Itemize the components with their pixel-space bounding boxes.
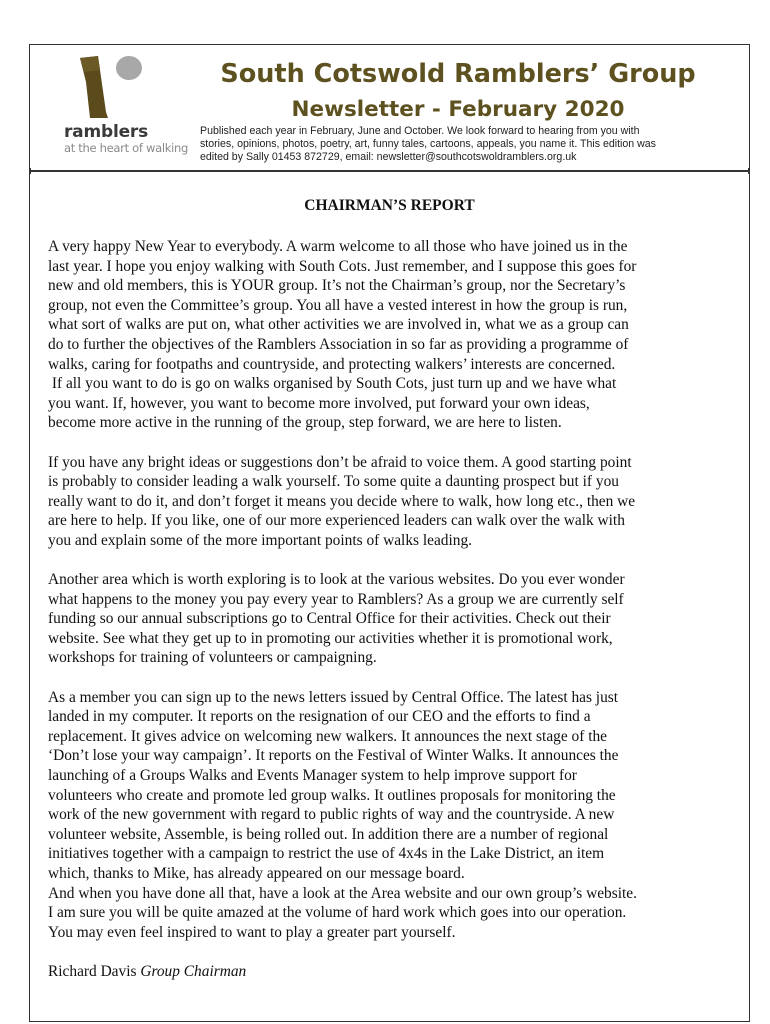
text-line: work of the new government with regard to public rights of way and the countryside. A new bbox=[48, 806, 615, 824]
text-line: group, not even the Committee’s group. You all have a vested interest in how the group is run, bbox=[48, 296, 628, 314]
text-line: what sort of walks are put on, what other activities we are involved in, what we as a group can bbox=[48, 316, 629, 334]
text-line: is probably to consider leading a walk yourself. To some quite a daunting prospect but if you bbox=[48, 473, 619, 491]
text-line: ‘Don’t lose your way campaign’. It reports on the Festival of Winter Walks. It announces the bbox=[48, 747, 619, 765]
text-line: website. See what they get up to in promoting our activities whether it is promotional work, bbox=[48, 629, 613, 647]
text-line: which, thanks to Mike, has already appeared on our message board. bbox=[48, 865, 465, 882]
report-heading: CHAIRMAN’S REPORT bbox=[304, 197, 475, 214]
text-line: you and explain some of the more important points of walks leading. bbox=[48, 531, 473, 549]
text-line: funding so our annual subscriptions go to Central Office for their activities. Check out their bbox=[48, 610, 611, 628]
text-line: I am sure you will be quite amazed at the volume of hard work which goes into our operation. bbox=[48, 904, 627, 922]
text-line: You may even feel inspired to want to play a greater part yourself. bbox=[48, 923, 456, 941]
newsletter-intro bbox=[200, 125, 730, 164]
text-line: landed in my computer. It reports on the resignation of our CEO and the efforts to find a bbox=[48, 708, 591, 726]
text-line: last year. I hope you enjoy walking with South Cots. Just remember, and I suppose this goes for bbox=[48, 257, 637, 275]
text-line: replacement. It gives advice on welcoming new walkers. It announces the next stage of the bbox=[48, 727, 607, 745]
text-line: are here to help. If you like, one of our more experienced leaders can walk over the walk with bbox=[48, 512, 625, 530]
logo-wordmark: ramblers bbox=[64, 122, 148, 142]
text-line: Another area which is worth exploring is to look at the various websites. Do you ever wonder bbox=[48, 571, 625, 589]
report-paragraph bbox=[48, 453, 748, 551]
report-paragraph bbox=[48, 884, 748, 943]
newsletter-title: South Cotswold Ramblers’ Group bbox=[220, 59, 696, 89]
intro-line: edited by Sally 01453 872729, email: newsletter@southcotswoldramblers.org.uk bbox=[200, 151, 577, 163]
intro-line: Published each year in February, June and October. We look forward to hearing from you with bbox=[200, 125, 640, 137]
text-line: do to further the objectives of the Ramblers Association in so far as providing a programme of bbox=[48, 335, 629, 353]
text-line: initiatives together with a campaign to restrict the use of 4x4s in the Lake District, an item bbox=[48, 845, 605, 863]
text-line: walks, caring for footpaths and countryside, and protecting walkers’ interests are concerned. bbox=[48, 355, 616, 373]
text-line: If you have any bright ideas or suggestions don’t be afraid to voice them. A good starting point bbox=[48, 453, 632, 471]
signature-role: Group Chairman bbox=[140, 962, 247, 980]
report-paragraph bbox=[48, 688, 748, 884]
text-line: become more active in the running of the group, step forward, we are here to listen. bbox=[48, 414, 562, 432]
text-line: really want to do it, and don’t forget it means you decide where to walk, how long etc., then we bbox=[48, 492, 636, 510]
text-line: volunteer website, Assemble, is being rolled out. In addition there are a number of regional bbox=[48, 825, 609, 843]
text-line: A very happy New Year to everybody. A warm welcome to all those who have joined us in the bbox=[48, 238, 628, 255]
text-line: you want. If, however, you want to become more involved, put forward your own ideas, bbox=[48, 394, 590, 412]
logo-tagline: at the heart of walking bbox=[64, 141, 188, 155]
text-line: As a member you can sign up to the news letters issued by Central Office. The latest has just bbox=[48, 688, 619, 706]
text-line: new and old members, this is YOUR group. It’s not the Chairman’s group, nor the Secretary’s bbox=[48, 277, 626, 295]
text-line: workshops for training of volunteers or campaigning. bbox=[48, 649, 377, 667]
intro-line: stories, opinions, photos, poetry, art, funny tales, cartoons, appeals, you name it. This edition was bbox=[200, 138, 656, 150]
text-line: If all you want to do is go on walks organised by South Cots, just turn up and we have what bbox=[48, 375, 617, 393]
report-paragraph bbox=[48, 237, 748, 433]
signature-name: Richard Davis bbox=[48, 962, 141, 980]
text-line: volunteers who create and promote led group walks. It outlines proposals for monitoring the bbox=[48, 786, 616, 804]
text-line: And when you have done all that, have a look at the Area website and our own group’s website. bbox=[48, 884, 637, 902]
report-body bbox=[48, 237, 748, 1001]
report-paragraph bbox=[48, 570, 748, 668]
text-line: launching of a Groups Walks and Events Manager system to help improve support for bbox=[48, 767, 577, 785]
text-line: what happens to the money you pay every year to Ramblers? As a group we are currently self bbox=[48, 590, 624, 608]
newsletter-edition: Newsletter - February 2020 bbox=[291, 97, 625, 122]
signature bbox=[48, 962, 748, 982]
header-corner-left bbox=[29, 168, 31, 174]
header-corner-right bbox=[748, 168, 750, 174]
